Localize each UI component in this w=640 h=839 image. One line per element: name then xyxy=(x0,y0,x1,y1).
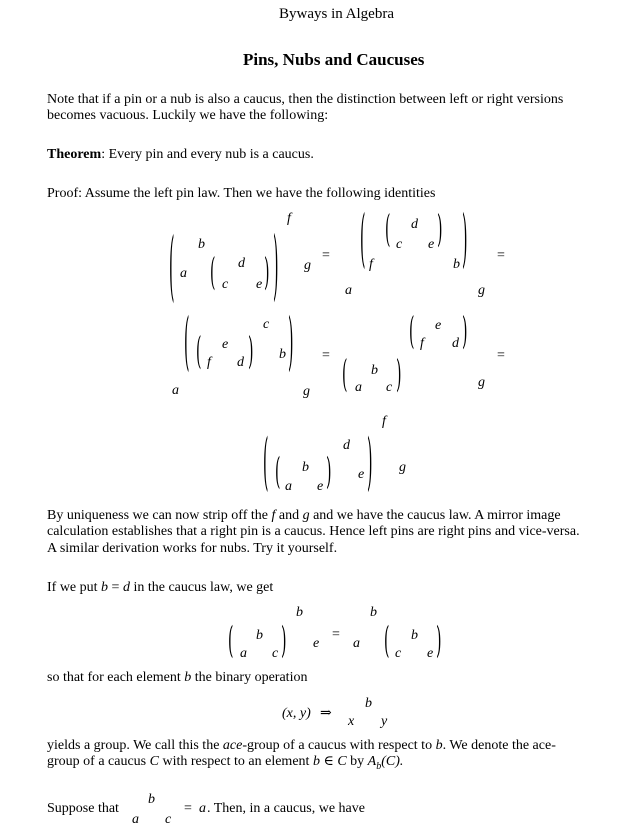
var-b: b xyxy=(256,628,263,643)
var-c: c xyxy=(272,646,279,661)
paren-close: ) xyxy=(462,311,468,355)
var-g: g xyxy=(304,258,311,273)
var-a: a xyxy=(345,283,352,298)
var-d: d xyxy=(452,336,459,351)
paren-close: ) xyxy=(462,205,468,278)
text-run: so that for each element xyxy=(47,670,185,685)
var-e: e xyxy=(256,277,263,292)
paren-open: ( xyxy=(342,354,348,398)
paragraph-line xyxy=(47,670,307,686)
var-g: g xyxy=(478,375,485,390)
paren-open: ( xyxy=(275,452,281,494)
var-a: a xyxy=(355,380,362,395)
text-run: b xyxy=(312,754,320,769)
var-f: f xyxy=(369,257,373,272)
var-b: b xyxy=(365,696,372,711)
equals-sign: = xyxy=(184,801,192,816)
var-b: b xyxy=(296,605,303,620)
var-b: b xyxy=(411,628,418,643)
implies-arrow: ⇒ xyxy=(320,706,332,721)
var-a: a xyxy=(172,383,179,398)
text-run: yields a group. We call this the xyxy=(47,738,223,753)
var-g: g xyxy=(478,283,485,298)
var-a: a xyxy=(180,266,187,281)
var-b: b xyxy=(198,237,205,252)
proof-line: Proof: Assume the left pin law. Then we have the following identities xyxy=(47,186,436,201)
theorem-statement xyxy=(47,147,314,163)
text-run: f xyxy=(271,508,276,523)
paren-open: ( xyxy=(384,621,390,663)
text-run: in the caucus law, we get xyxy=(129,580,274,595)
text-run: . Then, in a caucus, we have xyxy=(207,801,365,816)
equals-sign: = xyxy=(497,248,505,263)
paren-close: ) xyxy=(436,621,442,663)
var-b: b xyxy=(148,792,155,807)
var-f: f xyxy=(382,414,386,429)
var-c: c xyxy=(395,646,402,661)
paren-close: ) xyxy=(281,621,287,663)
var-g: g xyxy=(399,460,406,475)
pair-xy: (x, y) xyxy=(282,706,311,721)
text-run: -group of a caucus with respect to xyxy=(242,738,436,753)
paren-close: ) xyxy=(326,452,332,494)
text-run: A xyxy=(367,754,377,769)
text-run: b xyxy=(101,580,109,595)
paragraph-line: Note that if a pin or a nub is also a caucus, then the distinction between left or right versions xyxy=(47,92,564,107)
var-y: y xyxy=(381,714,388,729)
var-a: a xyxy=(353,636,360,651)
paragraph-line xyxy=(47,508,561,524)
var-x: x xyxy=(348,714,355,729)
var-c: c xyxy=(386,380,393,395)
paragraph-line: becomes vacuous. Luckily we have the following: xyxy=(47,108,329,123)
text-run: Suppose that xyxy=(47,801,119,816)
var-a: a xyxy=(240,646,247,661)
text-run: the binary operation xyxy=(191,670,308,685)
text-run: If we put xyxy=(47,580,102,595)
paren-open: ( xyxy=(184,308,190,381)
var-b: b xyxy=(302,460,309,475)
equals-sign: = xyxy=(322,248,330,263)
paren-open: ( xyxy=(360,205,366,278)
text-run: g xyxy=(302,508,310,523)
var-f: f xyxy=(420,336,424,351)
paren-close: ) xyxy=(367,429,373,500)
text-run: b xyxy=(435,738,443,753)
paragraph-line xyxy=(47,580,273,596)
var-b: b xyxy=(370,605,377,620)
text-run: by xyxy=(346,754,368,769)
var-a: a xyxy=(199,801,206,816)
paren-open: ( xyxy=(196,331,202,375)
text-run: b xyxy=(184,670,192,685)
theorem-label: Theorem xyxy=(47,147,102,162)
var-d: d xyxy=(411,217,418,232)
var-e: e xyxy=(435,318,442,333)
paren-close: ) xyxy=(288,308,294,381)
var-f: f xyxy=(287,211,291,226)
paren-open: ( xyxy=(385,209,391,253)
var-e: e xyxy=(358,467,365,482)
var-d: d xyxy=(238,256,245,271)
paren-open: ( xyxy=(228,621,234,663)
paren-open: ( xyxy=(169,226,175,313)
paren-close: ) xyxy=(396,354,402,398)
text-run: group of a caucus xyxy=(47,754,150,769)
var-b: b xyxy=(279,347,286,362)
paren-open: ( xyxy=(263,429,269,500)
paragraph-line xyxy=(47,754,403,775)
paren-open: ( xyxy=(409,311,415,355)
paren-close: ) xyxy=(264,252,270,296)
text-run: ace xyxy=(222,738,243,753)
equals-sign: = xyxy=(497,348,505,363)
var-d: d xyxy=(237,355,244,370)
var-e: e xyxy=(317,479,324,494)
var-e: e xyxy=(313,636,320,651)
paren-open: ( xyxy=(210,252,216,296)
var-g: g xyxy=(303,384,310,399)
text-run: ∈ xyxy=(319,754,338,769)
var-b: b xyxy=(371,363,378,378)
theorem-text: : Every pin and every nub is a caucus. xyxy=(101,147,314,162)
paren-close: ) xyxy=(437,209,443,253)
paren-close: ) xyxy=(248,331,254,375)
paragraph-line: calculation establishes that a right pin is a caucus. Hence left pins are right pins and vice-versa. xyxy=(47,524,580,539)
var-d: d xyxy=(343,438,350,453)
text-run: = xyxy=(108,580,123,595)
var-e: e xyxy=(428,237,435,252)
text-run: C xyxy=(149,754,159,769)
var-b: b xyxy=(453,257,460,272)
paragraph-line xyxy=(47,738,556,754)
var-a: a xyxy=(285,479,292,494)
text-run: (C). xyxy=(381,754,404,769)
var-c: c xyxy=(263,317,270,332)
text-run: and we have the caucus law. A mirror image xyxy=(309,508,561,523)
paren-close: ) xyxy=(273,225,279,312)
paragraph-line: A similar derivation works for nubs. Try it yourself. xyxy=(47,541,338,556)
var-e: e xyxy=(427,646,434,661)
text-run: b xyxy=(376,760,382,772)
text-run: and xyxy=(275,508,303,523)
text-run: d xyxy=(122,580,130,595)
equals-sign: = xyxy=(322,348,330,363)
var-e: e xyxy=(222,337,229,352)
running-header: Byways in Algebra xyxy=(279,6,394,22)
section-title: Pins, Nubs and Caucuses xyxy=(243,50,425,69)
equals-sign: = xyxy=(332,627,340,642)
text-run: By uniqueness we can now strip off the xyxy=(47,508,272,523)
text-run: with respect to an element xyxy=(158,754,313,769)
var-c: c xyxy=(165,812,172,827)
text-run: . We denote the ace- xyxy=(442,738,556,753)
var-c: c xyxy=(222,277,229,292)
text-run: C xyxy=(337,754,347,769)
var-a: a xyxy=(132,812,139,827)
var-c: c xyxy=(396,237,403,252)
var-f: f xyxy=(207,355,211,370)
